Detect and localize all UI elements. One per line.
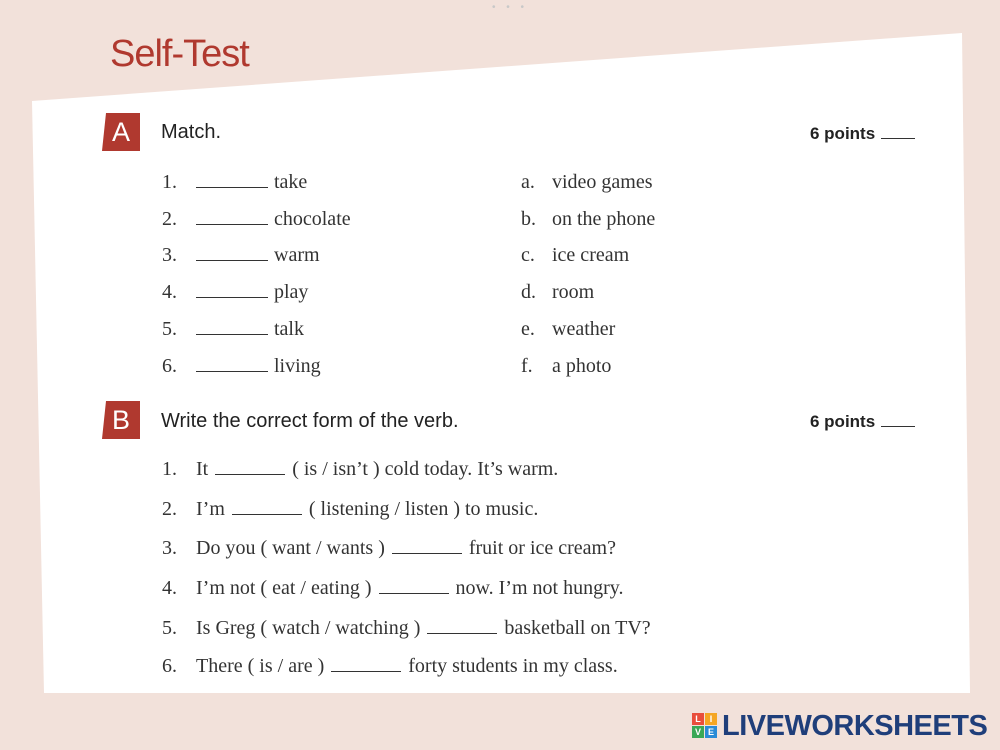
match-item-4 <box>162 281 308 304</box>
verb-item-number: 2. <box>162 498 177 520</box>
verb-item-after: ( listening / listen ) to music. <box>308 498 539 520</box>
match-option-d <box>521 281 594 304</box>
verb-item-2 <box>162 498 538 521</box>
match-option-letter: f. <box>521 355 533 377</box>
section-b-badge <box>102 401 140 439</box>
match-option-c <box>521 244 629 267</box>
verb-item-5 <box>162 617 651 640</box>
match-option-letter: d. <box>521 281 536 303</box>
brand-name: LIVEWORKSHEETS <box>722 709 988 742</box>
verb-item-after: forty students in my class. <box>408 655 618 677</box>
match-item-text: living <box>274 355 321 377</box>
verb-answer-blank[interactable] <box>392 537 462 554</box>
match-answer-blank[interactable] <box>196 281 268 298</box>
match-item-number: 3. <box>162 244 177 266</box>
match-option-text: video games <box>552 171 653 193</box>
match-answer-blank[interactable] <box>196 171 268 188</box>
page-title: Self-Test <box>110 33 249 75</box>
match-item-3 <box>162 244 320 267</box>
verb-item-before: There ( is / are ) <box>196 655 325 677</box>
match-option-text: on the phone <box>552 208 656 230</box>
match-option-b <box>521 208 655 231</box>
verb-item-number: 6. <box>162 655 177 677</box>
match-answer-blank[interactable] <box>196 318 268 335</box>
match-item-5 <box>162 318 304 341</box>
match-option-text: weather <box>552 318 616 340</box>
match-item-text: play <box>274 281 309 303</box>
verb-answer-blank[interactable] <box>379 577 449 594</box>
match-item-text: talk <box>274 318 304 340</box>
match-option-letter: e. <box>521 318 535 340</box>
verb-item-before: I’m not ( eat / eating ) <box>196 577 372 599</box>
page-indicator-dots: • • • <box>492 2 529 13</box>
verb-answer-blank[interactable] <box>232 498 302 515</box>
match-option-text: a photo <box>552 355 612 377</box>
section-b-score-blank[interactable] <box>881 426 915 427</box>
verb-item-1 <box>162 458 558 481</box>
section-a-points-label: 6 points <box>810 124 876 143</box>
match-item-number: 2. <box>162 208 177 230</box>
verb-item-3 <box>162 537 616 560</box>
match-item-text: take <box>274 171 308 193</box>
match-answer-blank[interactable] <box>196 244 268 261</box>
match-item-text: chocolate <box>274 208 351 230</box>
section-a-letter: A <box>111 117 130 147</box>
match-item-1 <box>162 171 307 194</box>
match-option-a <box>521 171 653 194</box>
verb-item-before: I’m <box>196 498 225 520</box>
match-option-letter: b. <box>521 208 536 230</box>
match-option-f <box>521 355 611 378</box>
verb-item-number: 4. <box>162 577 177 599</box>
section-b-points-label: 6 points <box>810 412 876 431</box>
section-a-badge <box>102 113 140 151</box>
match-option-e <box>521 318 615 341</box>
match-option-letter: a. <box>521 171 535 193</box>
verb-item-after: fruit or ice cream? <box>468 537 616 559</box>
section-a-heading: Match. <box>161 121 222 143</box>
verb-item-number: 3. <box>162 537 177 559</box>
logo-tile-i: I <box>705 713 717 725</box>
verb-item-after: now. I’m not hungry. <box>455 577 624 599</box>
match-item-number: 1. <box>162 171 177 193</box>
section-a-score-blank[interactable] <box>881 138 915 139</box>
section-a-points <box>810 124 915 144</box>
match-item-text: warm <box>274 244 320 266</box>
match-item-2 <box>162 208 351 231</box>
verb-item-after: ( is / isn’t ) cold today. It’s warm. <box>292 458 559 480</box>
match-option-text: ice cream <box>552 244 630 266</box>
liveworksheets-logo-icon <box>692 713 718 739</box>
logo-tile-e: E <box>705 726 717 738</box>
verb-item-number: 1. <box>162 458 177 480</box>
verb-answer-blank[interactable] <box>331 655 401 672</box>
verb-item-before: Is Greg ( watch / watching ) <box>196 617 421 639</box>
verb-item-6 <box>162 655 618 678</box>
verb-answer-blank[interactable] <box>427 617 497 634</box>
verb-item-number: 5. <box>162 617 177 639</box>
match-item-number: 5. <box>162 318 177 340</box>
verb-item-after: basketball on TV? <box>504 617 651 639</box>
logo-tile-v: V <box>692 726 704 738</box>
match-option-letter: c. <box>521 244 535 266</box>
logo-tile-l: L <box>692 713 704 725</box>
match-answer-blank[interactable] <box>196 208 268 225</box>
verb-item-before: It <box>196 458 209 480</box>
match-item-6 <box>162 355 321 378</box>
verb-answer-blank[interactable] <box>215 458 285 475</box>
verb-item-before: Do you ( want / wants ) <box>196 537 385 559</box>
section-b-heading: Write the correct form of the verb. <box>161 410 459 432</box>
match-answer-blank[interactable] <box>196 355 268 372</box>
section-b-points <box>810 412 915 432</box>
match-item-number: 6. <box>162 355 177 377</box>
match-item-number: 4. <box>162 281 177 303</box>
section-b-letter: B <box>111 405 130 435</box>
liveworksheets-logo <box>692 706 987 746</box>
verb-item-4 <box>162 577 623 600</box>
match-option-text: room <box>552 281 595 303</box>
